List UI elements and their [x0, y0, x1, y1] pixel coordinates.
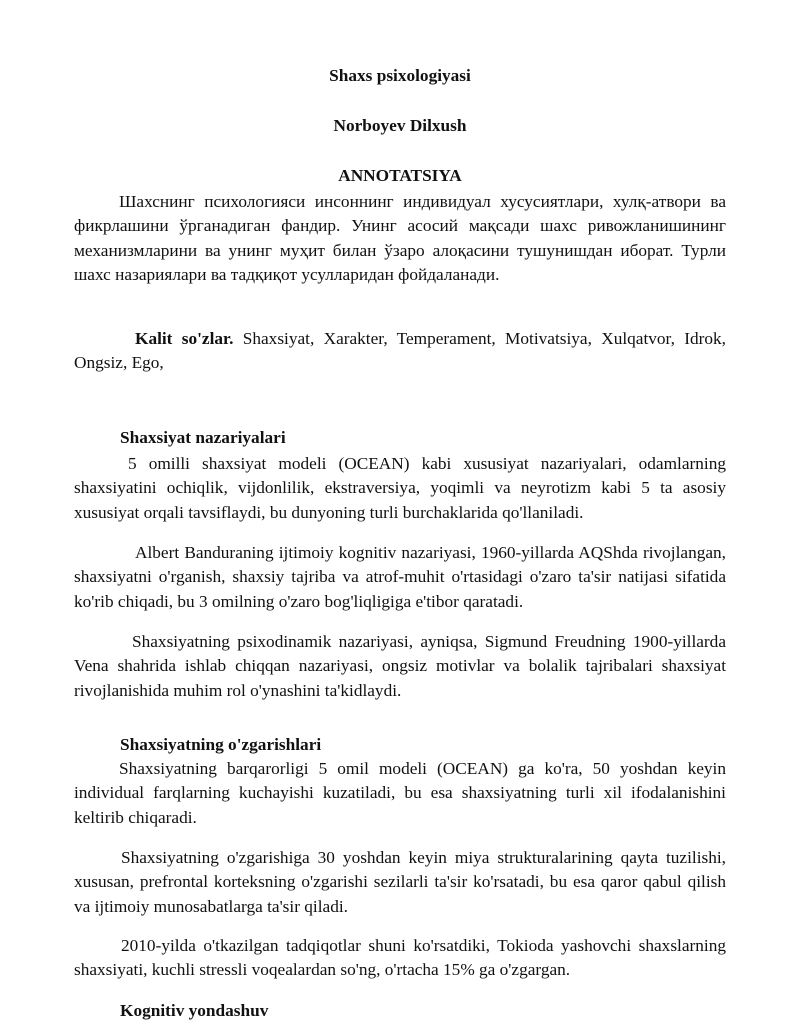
keywords-text: Shaxsiyat, Xarakter, Temperament, Motivatsiya, Xulqatvor, Idrok, Ongsiz, Ego,: [74, 329, 726, 373]
document-title: Shaxs psixologiyasi: [329, 66, 471, 85]
document-author: Norboyev Dilxush: [333, 116, 467, 135]
section-heading: Shaxsiyatning o'zgarishlari: [120, 735, 322, 754]
annotation-paragraph: Шахснинг психологияси инсоннинг индивидуал хусусиятлари, хулқ-атвори ва фикрлашини ўрганадиган фандир. Унинг асосий мақсади шахс ривожланишининг механизмларини ва унинг муҳит билан ўзаро алоқасини тушунишдан иборат. Турли шахс назариялари ва тадқиқот усулларидан фойдаланади.: [74, 192, 726, 284]
section-paragraph: Shaxsiyatning psixodinamik nazariyasi, ayniqsa, Sigmund Freudning 1900-yillarda Vena shahrida ishlab chiqqan nazariyasi, ongsiz motivlar va bolalik tajribalari shaxsiyat rivojlanishida muhim rol o'ynashini ta'kidlaydi.: [74, 632, 726, 700]
section-paragraph: 5 omilli shaxsiyat modeli (OCEAN) kabi xususiyat nazariyalari, odamlarning shaxsiyatini ochiqlik, vijdonlilik, ekstraversiya, yoqimli va neyrotizm kabi 5 ta asosiy xususiyat orqali tavsiflaydi, bu dunyoning turli burchaklarida qo'llaniladi.: [74, 454, 726, 522]
section-paragraph: 2010-yilda o'tkazilgan tadqiqotlar shuni ko'rsatdiki, Tokioda yashovchi shaxslarning shaxsiyati, kuchli stressli voqealardan so'ng, o'rtacha 15% ga o'zgargan.: [74, 936, 726, 980]
section-heading: Shaxsiyat nazariyalari: [120, 428, 286, 447]
section-paragraph: Albert Banduraning ijtimoiy kognitiv nazariyasi, 1960-yillarda AQShda rivojlangan, shaxsiyatni o'rganish, shaxsiy tajriba va atrof-muhit o'rtasidagi o'zaro ta'sir natijasi sifatida ko'rib chiqadi, bu 3 omilning o'zaro bog'liqligiga e'tibor qaratadi.: [74, 543, 726, 611]
annotation-heading: ANNOTATSIYA: [338, 166, 462, 185]
keywords-label: Kalit so'zlar.: [135, 329, 234, 348]
keywords-paragraph: [74, 327, 726, 376]
section-paragraph: Shaxsiyatning o'zgarishiga 30 yoshdan keyin miya strukturalarining qayta tuzilishi, xususan, prefrontal korteksning o'zgarishi sezilarli ta'sir ko'rsatadi, bu esa qaror qabul qilish va ijtimoiy munosabatlarga ta'sir qiladi.: [74, 848, 726, 916]
section-paragraph: Shaxsiyatning barqarorligi 5 omil modeli (OCEAN) ga ko'ra, 50 yoshdan keyin individual farqlarning kuchayishi kuzatiladi, bu esa shaxsiyatning turli xil ifodalanishini keltirib chiqaradi.: [74, 759, 726, 827]
section-heading: Kognitiv yondashuv: [120, 1001, 269, 1020]
